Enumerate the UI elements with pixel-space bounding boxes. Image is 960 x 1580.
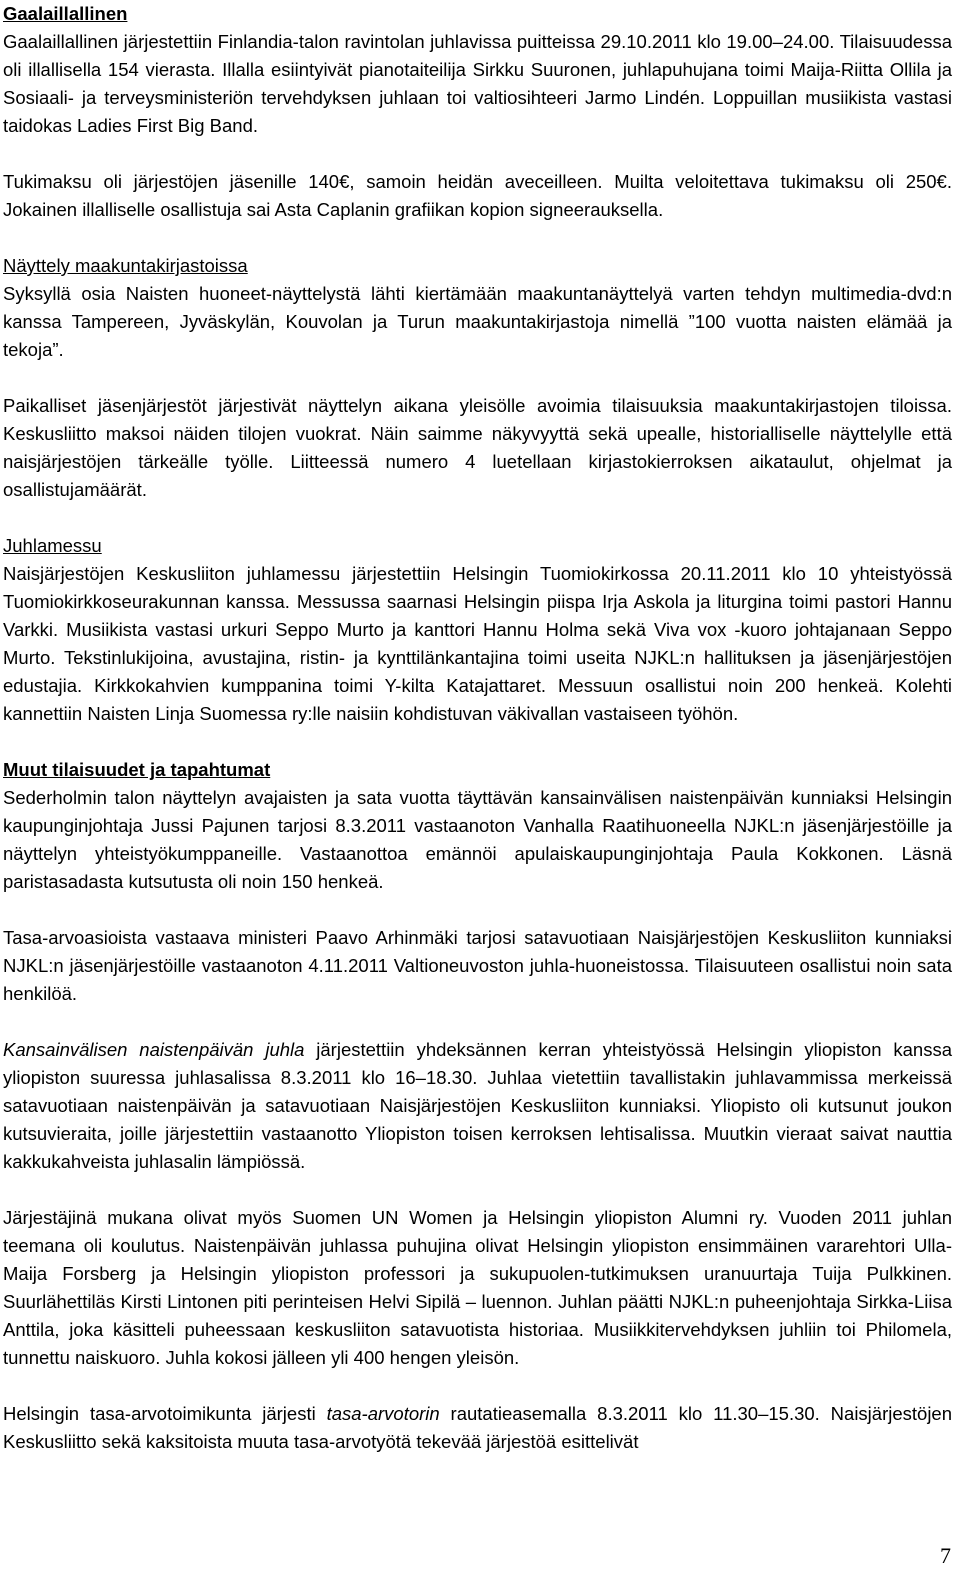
section-heading-nayttely: Näyttely maakuntakirjastoissa	[3, 255, 248, 276]
paragraph: Tukimaksu oli järjestöjen jäsenille 140€, samoin heidän aveceilleen. Muilta veloitettava tukimaksu oli 250€. Jokainen illalliselle osallistuja sai Asta Caplanin grafiikan kopion signeerauksella.	[3, 171, 952, 220]
italic-event-name: Kansainvälisen naistenpäivän juhla	[3, 1039, 305, 1060]
page-number: 7	[940, 1543, 951, 1568]
paragraph: Naisjärjestöjen Keskusliiton juhlamessu järjestettiin Helsingin Tuomiokirkossa 20.11.2011 klo 10 yhteistyössä Tuomiokirkkoseurakunnan kanssa. Messussa saarnasi Helsingin piispa Irja Askola ja liturgina toimi pastori Hannu Varkki. Musiikista vastasi urkuri Seppo Murto ja kanttori Hannu Holma sekä Viva vox -kuoro johtajanaan Seppo Murto. Tekstinlukijoina, avustajina, ristin- ja kynttilänkantajina toimi useita NJKL:n hallituksen ja jäsenjärjestöjen edustajia. Kirkkokahvien kumppanina toimi Y-kilta Katajattaret. Messuun osallistui noin 200 henkeä. Kolehti kannettiin Naisten Linja Suomessa ry:lle naisiin kohdistuvan väkivallan vastaiseen työhön.	[3, 563, 952, 724]
section-heading-juhlamessu: Juhlamessu	[3, 535, 102, 556]
section-heading-gaalaillallinen: Gaalaillallinen	[3, 3, 128, 24]
italic-term: tasa-arvotorin	[326, 1403, 440, 1424]
document-page	[3, 0, 952, 1456]
paragraph: Sederholmin talon näyttelyn avajaisten ja sata vuotta täyttävän kansainvälisen naistenpäivän kunniaksi Helsingin kaupunginjohtaja Jussi Pajunen tarjosi 8.3.2011 vastaanoton Vanhalla Raatihuoneella NJKL:n jäsenjärjestöille ja näyttelyn yhteistyökumppaneille. Vastaanottoa emännöi apulaiskaupunginjohtaja Paula Kokkonen. Läsnä paristasadasta kutsutusta oli noin 150 henkeä.	[3, 787, 952, 892]
paragraph: Paikalliset jäsenjärjestöt järjestivät näyttelyn aikana yleisölle avoimia tilaisuuksia maakuntakirjastojen tiloissa. Keskusliitto maksoi näiden tilojen vuokrat. Näin saimme näkyvyyttä sekä upealle, historialliselle näyttelylle että naisjärjestöjen tärkeälle työlle. Liitteessä numero 4 luetellaan kirjastokierroksen aikataulut, ohjelmat ja osallistujamäärät.	[3, 395, 952, 500]
paragraph: Syksyllä osia Naisten huoneet-näyttelystä lähti kiertämään maakuntanäyttelyä varten tehdyn multimedia-dvd:n kanssa Tampereen, Jyväskylän, Kouvolan ja Turun maakuntakirjastoja nimellä ”100 vuotta naisten elämää ja tekoja”.	[3, 283, 952, 360]
paragraph: Gaalaillallinen järjestettiin Finlandia-talon ravintolan juhlavissa puitteissa 29.10.2011 klo 19.00–24.00. Tilaisuudessa oli illallisella 154 vierasta. Illalla esiintyivät pianotaiteilija Sirkku Suuronen, juhlapuhujana toimi Maija-Riitta Ollila ja Sosiaali- ja terveysministeriön tervehdyksen juhlaan toi valtiosihteeri Jarmo Lindén. Loppuillan musiikista vastasi taidokas Ladies First Big Band.	[3, 31, 952, 136]
paragraph: Tasa-arvoasioista vastaava ministeri Paavo Arhinmäki tarjosi satavuotiaan Naisjärjestöjen Keskusliiton kunniaksi NJKL:n jäsenjärjestöille vastaanoton 4.11.2011 Valtioneuvoston juhla-huoneistossa. Tilaisuuteen osallistui noin sata henkilöä.	[3, 927, 952, 1004]
paragraph: Kansainvälisen naistenpäivän juhla järjestettiin yhdeksännen kerran yhteistyössä Helsingin yliopiston kanssa yliopiston suuressa juhlasalissa 8.3.2011 klo 16–18.30. Juhlaa vietettiin tavallistakin juhlavammissa merkeissä satavuotiaan naistenpäivän ja satavuotiaan Naisjärjestöjen Keskusliiton kunniaksi. Yliopisto oli kutsunut joukon kutsuvieraita, joille järjestettiin vastaanotto Yliopiston toisen kerroksen lehtisalissa. Muutkin vieraat saivat nauttia kakkukahveista juhlasalin lämpiössä.	[3, 1039, 952, 1172]
section-heading-muut-tilaisuudet: Muut tilaisuudet ja tapahtumat	[3, 759, 271, 780]
paragraph: Järjestäjinä mukana olivat myös Suomen UN Women ja Helsingin yliopiston Alumni ry. Vuoden 2011 juhlan teemana oli koulutus. Naistenpäivän juhlassa puhujina olivat Helsingin yliopiston ensimmäinen vararehtori Ulla-Maija Forsberg ja Helsingin yliopiston professori ja sukupuolen-tutkimuksen uranuurtaja Tuija Pulkkinen. Suurlähettiläs Kirsti Lintonen piti perinteisen Helvi Sipilä – luennon. Juhlan päätti NJKL:n puheenjohtaja Sirkka-Liisa Anttila, joka käsitteli puheessaan keskusliiton satavuotista historiaa. Musiikkitervehdyksen juhliin toi Philomela, tunnettu naiskuoro. Juhla kokosi jälleen yli 400 hengen yleisön.	[3, 1207, 952, 1368]
paragraph: Helsingin tasa-arvotoimikunta järjesti tasa-arvotorin rautatieasemalla 8.3.2011 klo 11.30–15.30. Naisjärjestöjen Keskusliitto sekä kaksitoista muuta tasa-arvotyötä tekevää järjestöä esittelivät	[3, 1403, 953, 1452]
